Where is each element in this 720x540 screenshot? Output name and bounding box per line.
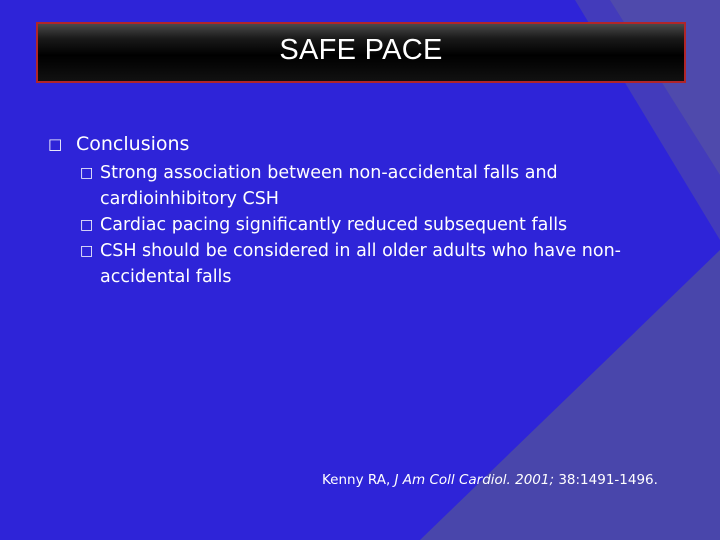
sub-bullet-square-icon: □ [80,217,94,233]
sub-bullet-text: CSH should be considered in all older adults who have non-accidental falls [100,241,621,287]
sub-bullet-text: Strong association between non-accidental falls and cardioinhibitory CSH [100,163,558,209]
sub-bullet-text: Cardiac pacing significantly reduced subsequent falls [100,215,568,235]
citation-authors: Kenny RA, [322,472,395,488]
title-bar [36,22,686,83]
bullet-square-icon: □ [48,135,63,153]
bullet-list [48,130,648,290]
citation-details: 38:1491-1496. [554,472,658,488]
citation [322,472,658,488]
slide-title: SAFE PACE [279,34,443,66]
sub-bullet-item [80,160,640,212]
sub-bullet-item [80,212,640,238]
citation-journal: J Am Coll Cardiol. 2001; [394,472,555,488]
sub-bullet-item [80,238,640,290]
background-band-lower [420,250,720,540]
sub-bullet-square-icon: □ [80,243,94,259]
bullet-item-conclusions [48,130,648,158]
bullet-text: Conclusions [76,133,190,155]
sub-bullet-square-icon: □ [80,165,94,181]
